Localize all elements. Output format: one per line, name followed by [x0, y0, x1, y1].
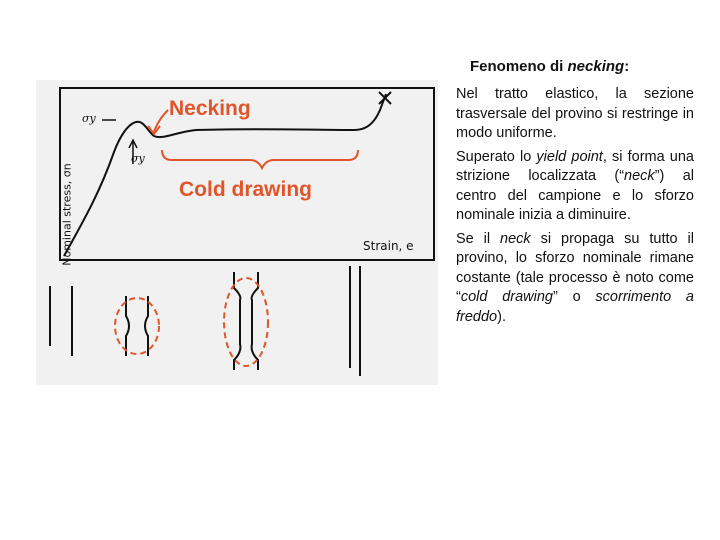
- p2-a: Superato lo: [456, 148, 537, 165]
- x-axis-label: Strain, e: [363, 239, 414, 253]
- necking-label: Necking: [169, 97, 251, 120]
- p3-b: neck: [500, 230, 531, 247]
- panel-title-italic: necking: [567, 58, 625, 75]
- explanation-panel: [456, 58, 694, 331]
- y-axis-label: Nominal stress, σn: [60, 163, 74, 266]
- p2-b: yield point: [536, 148, 603, 165]
- paragraph-yield: [456, 148, 694, 226]
- p3-d: cold drawing: [460, 289, 553, 305]
- lower-yield-label: σy: [131, 152, 145, 165]
- p3-e: ” o: [553, 289, 596, 305]
- failure-mark: [379, 92, 391, 104]
- p2-e: ”) al centro del campione e lo sforzo nominale inizia a diminuire.: [456, 168, 694, 223]
- cold-drawing-label: Cold drawing: [179, 178, 312, 201]
- p3-f: scorrimento a freddo: [456, 289, 694, 325]
- cold-drawing-brace: [162, 150, 358, 168]
- figure-drawing: [36, 80, 438, 385]
- p2-d: neck: [624, 168, 655, 184]
- specimen-2-right: [145, 296, 148, 356]
- neck-highlight-ellipse: [115, 298, 159, 354]
- stress-strain-figure: [36, 80, 438, 385]
- paragraph-elastic: Nel tratto elastico, la sezione trasversale del provino si restringe in modo uniforme.: [456, 86, 694, 141]
- p3-c: si propaga su tutto il provino, lo sforzo nominale rimane costante (tale processo è noto come “: [456, 230, 694, 305]
- panel-title: [470, 58, 694, 75]
- p3-g: ).: [497, 308, 506, 325]
- specimen-3-right: [252, 272, 258, 370]
- paragraph-cold-drawing: [456, 230, 694, 328]
- necking-arrow: [154, 110, 168, 132]
- panel-title-suffix: :: [624, 58, 630, 75]
- upper-yield-label: σy: [82, 112, 96, 125]
- p2-c: , si forma una strizione localizzata (“: [456, 148, 694, 184]
- p3-a: Se il: [456, 230, 501, 247]
- cold-drawing-highlight-ellipse: [224, 278, 268, 366]
- specimen-3-left: [234, 272, 240, 370]
- specimen-2-left: [126, 296, 129, 356]
- panel-title-prefix: Fenomeno di: [470, 58, 568, 75]
